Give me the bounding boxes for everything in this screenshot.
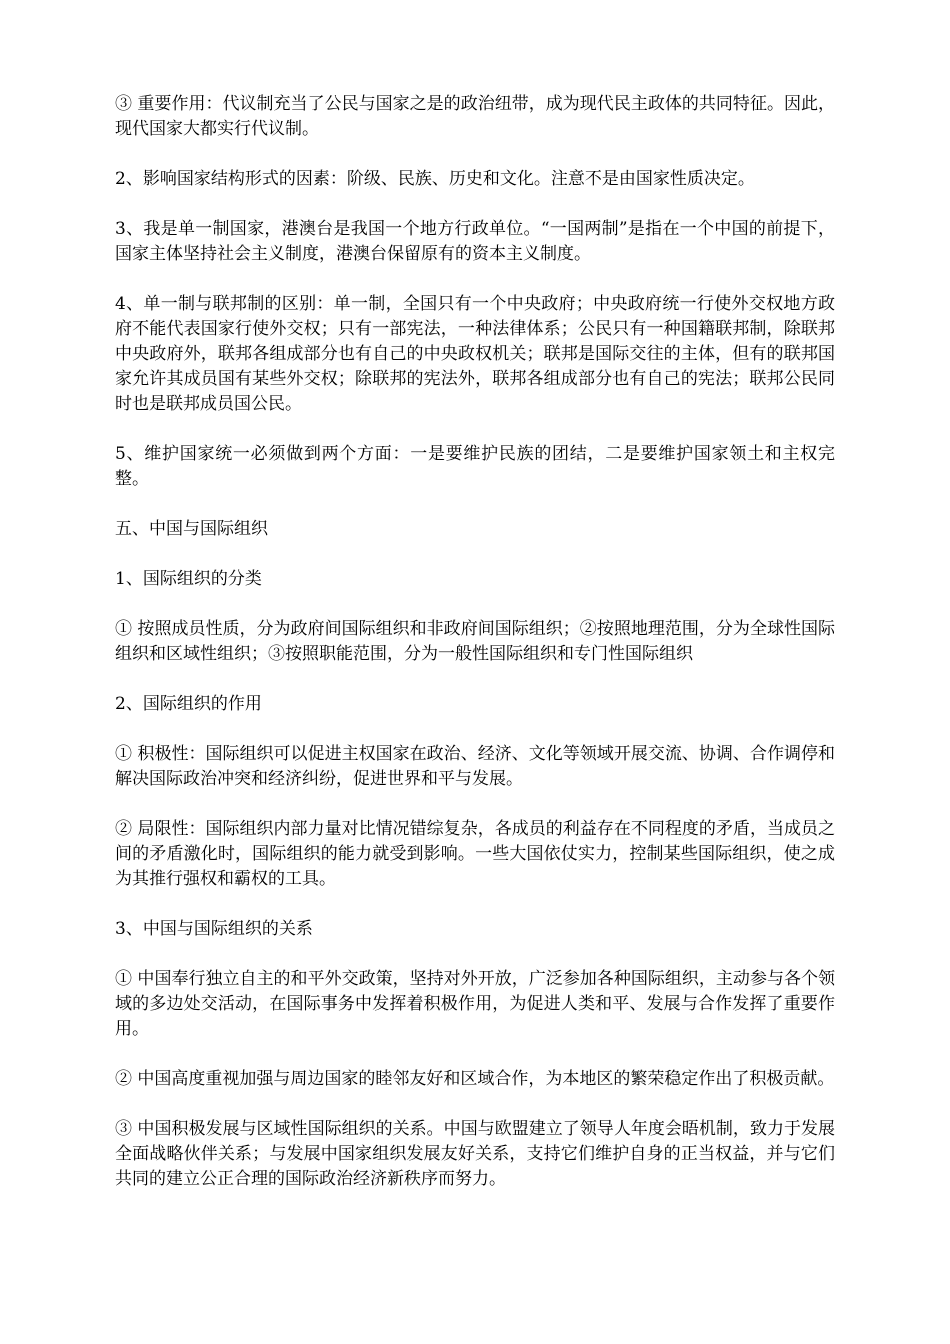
paragraph-china-neighbors: ② 中国高度重视加强与周边国家的睦邻友好和区域合作，为本地区的繁荣稳定作出了积极贡献。 bbox=[115, 1069, 835, 1089]
subheading-org-classification: 1、国际组织的分类 bbox=[115, 569, 262, 589]
paragraph-org-limitations: ② 局限性：国际组织内部力量对比情况错综复杂，各成员的利益存在不同程度的矛盾，当成员之间的矛盾激化时，国际组织的能力就受到影响。一些大国依仗实力，控制某些国际组织，使之成为其推行强权和霸权的工具。 bbox=[115, 819, 835, 889]
paragraph-state-structure-factors: 2、影响国家结构形式的因素：阶级、民族、历史和文化。注意不是由国家性质决定。 bbox=[115, 169, 755, 189]
document-page bbox=[115, 92, 835, 1217]
subheading-org-role: 2、国际组织的作用 bbox=[115, 694, 262, 714]
paragraph-unitary-state: 3、我是单一制国家，港澳台是我国一个地方行政单位。“一国两制”是指在一个中国的前提下，国家主体坚持社会主义制度，港澳台保留原有的资本主义制度。 bbox=[115, 219, 835, 264]
subheading-china-org-relations: 3、中国与国际组织的关系 bbox=[115, 919, 313, 939]
paragraph-org-positive-role: ① 积极性：国际组织可以促进主权国家在政治、经济、文化等领域开展交流、协调、合作调停和解决国际政治冲突和经济纠纷，促进世界和平与发展。 bbox=[115, 744, 835, 789]
paragraph-representative-system-role: ③ 重要作用：代议制充当了公民与国家之是的政治纽带，成为现代民主政体的共同特征。因此，现代国家大都实行代议制。 bbox=[115, 94, 835, 139]
paragraph-china-foreign-policy: ① 中国奉行独立自主的和平外交政策，坚持对外开放，广泛参加各种国际组织，主动参与各个领域的多边处交活动，在国际事务中发挥着积极作用，为促进人类和平、发展与合作发挥了重要作用。 bbox=[115, 969, 835, 1039]
paragraph-national-unity: 5、维护国家统一必须做到两个方面：一是要维护民族的团结，二是要维护国家领土和主权完整。 bbox=[115, 444, 835, 489]
section-heading-china-international-orgs: 五、中国与国际组织 bbox=[115, 519, 268, 539]
paragraph-unitary-vs-federal: 4、单一制与联邦制的区别：单一制，全国只有一个中央政府；中央政府统一行使外交权地方政府不能代表国家行使外交权；只有一部宪法，一种法律体系；公民只有一种国籍联邦制，除联邦中央政府外，联邦各组成部分也有自己的中央政权机关；联邦是国际交往的主体，但有的联邦国家允许其成员国有某些外交权；除联邦的宪法外，联邦各组成部分也有自己的宪法；联邦公民同时也是联邦成员国公民。 bbox=[115, 294, 835, 414]
paragraph-org-classification: ① 按照成员性质，分为政府间国际组织和非政府间国际组织；②按照地理范围，分为全球性国际组织和区域性组织；③按照职能范围，分为一般性国际组织和专门性国际组织 bbox=[115, 619, 835, 664]
paragraph-china-regional-orgs: ③ 中国积极发展与区域性国际组织的关系。中国与欧盟建立了领导人年度会晤机制，致力于发展全面战略伙伴关系；与发展中国家组织发展友好关系，支持它们维护自身的正当权益，并与它们共同的建立公正合理的国际政治经济新秩序而努力。 bbox=[115, 1119, 835, 1189]
